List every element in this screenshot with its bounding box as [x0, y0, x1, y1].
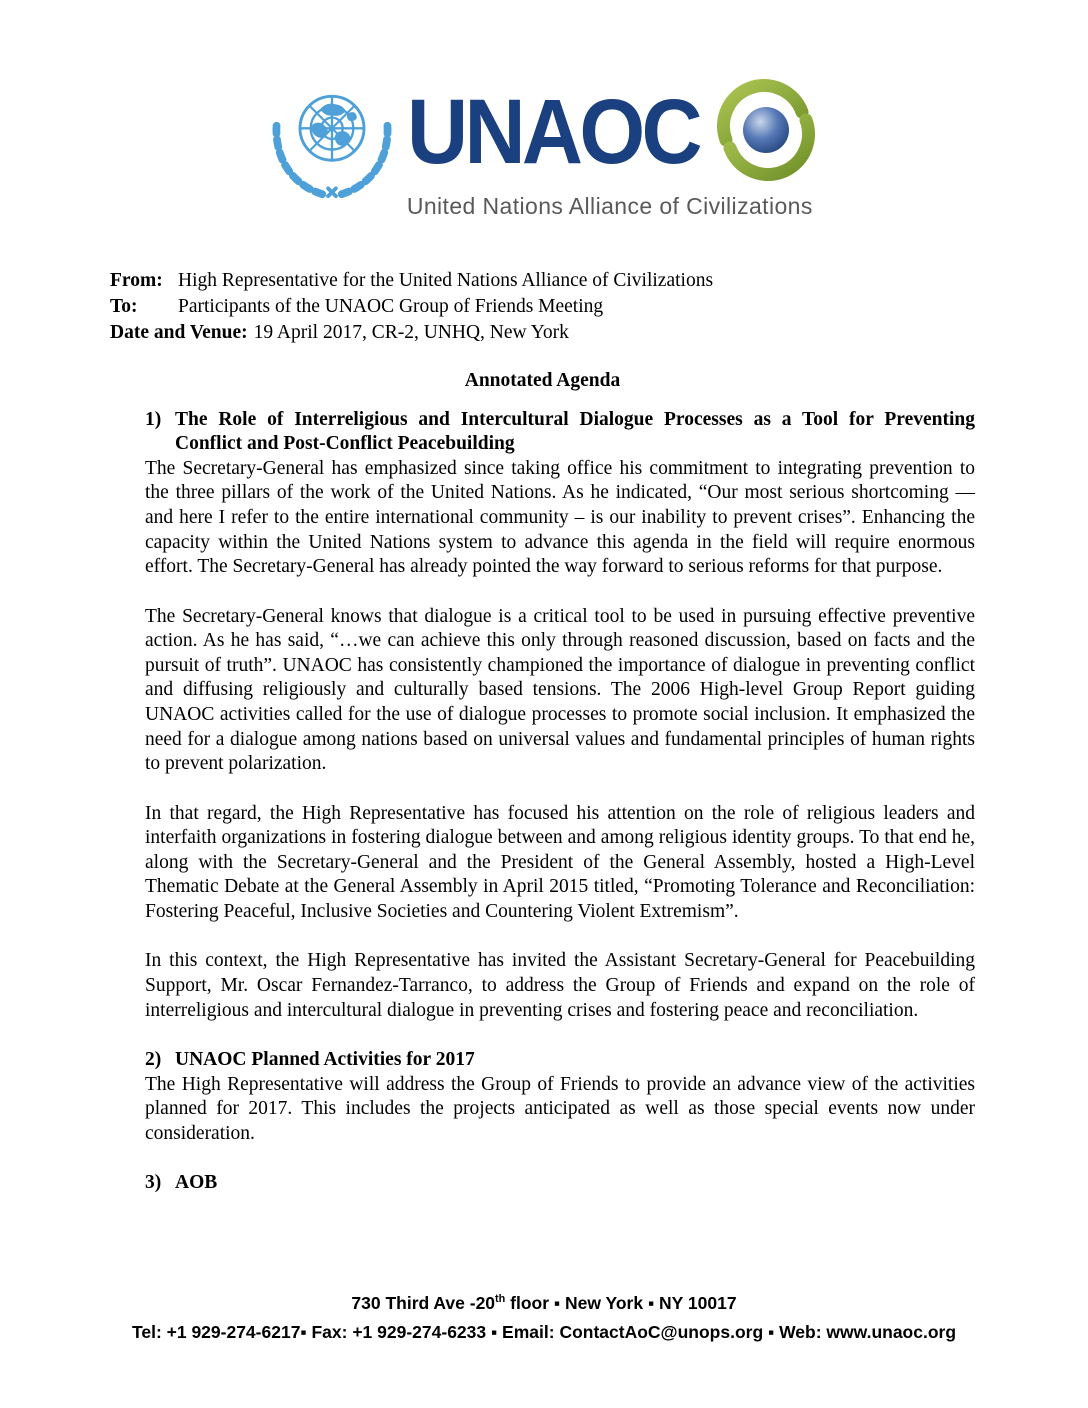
agenda-paragraph: The Secretary-General has emphasized since taking office his commitment to integrating prevention to the three pillars of the work of the United Nations. As he indicated, “Our most serious shortcoming — and here I refer to the entire international community – is our inability to prevent crises”. Enhancing the capacity within the United Nations system to advance this agenda in the field will require enormous effort. The Secretary-General has already pointed the way forward to serious reforms for that purpose.	[145, 457, 975, 578]
agenda-section-1	[145, 408, 975, 1023]
document-footer	[0, 1289, 1088, 1349]
section-2-number: 2)	[145, 1049, 162, 1071]
memo-from-line	[110, 268, 975, 294]
section-3-number: 3)	[145, 1172, 162, 1194]
section-2-heading	[145, 1048, 975, 1073]
un-emblem-icon	[263, 74, 401, 205]
section-2-heading-text: UNAOC Planned Activities for 2017	[175, 1049, 475, 1071]
footer-contact-line: Tel: +1 929-274-6217▪ Fax: +1 929-274-6233 ▪ Email: ContactAoC@unops.org ▪ Web: www.unaoc.org	[131, 1322, 957, 1343]
footer-address-line: 730 Third Ave -20th floor ▪ New York ▪ NY 10017	[351, 1292, 737, 1313]
agenda-section-3	[145, 1171, 975, 1196]
section-3-heading	[145, 1171, 975, 1196]
from-label: From:	[110, 270, 163, 291]
venue-label: Date and Venue:	[110, 321, 248, 343]
unaoc-logo	[110, 74, 975, 220]
from-value: High Representative for the United Nations Alliance of Civilizations	[178, 270, 714, 291]
unaoc-swirl-icon	[710, 74, 822, 191]
memo-venue-line	[110, 320, 975, 346]
unaoc-wordmark: UNAOC	[406, 81, 699, 183]
section-3-heading-text: AOB	[175, 1172, 218, 1194]
logo-text-block	[407, 74, 822, 220]
agenda-paragraph: The Secretary-General knows that dialogue is a critical tool to be used in pursuing effective preventive action. As he has said, “…we can achieve this only through reasoned discussion, based on facts and the pursuit of truth”. UNAOC has consistently championed the importance of dialogue in preventing conflict and diffusing religiously and culturally based tensions. The 2006 High-level Group Report guiding UNAOC activities called for the use of dialogue processes to promote social inclusion. It emphasized the need for a dialogue among nations based on universal values and fundamental principles of human rights to prevent polarization.	[145, 605, 975, 775]
footer-ordinal-sup: th	[495, 1292, 506, 1305]
agenda-section-2	[145, 1048, 975, 1146]
agenda-paragraph: In that regard, the High Representative has focused his attention on the role of religious leaders and interfaith organizations in fostering dialogue between and among religious identity groups. To that end he, along with the Secretary-General and the President of the General Assembly, hosted a High-Level Thematic Debate at the General Assembly in April 2015 titled, “Promoting Tolerance and Reconciliation: Fostering Peaceful, Inclusive Societies and Countering Violent Extremism”.	[145, 802, 975, 922]
agenda-paragraph: The High Representative will address the Group of Friends to provide an advance view of the activities planned for 2017. This includes the projects anticipated as well as those special events now under consideration.	[145, 1073, 975, 1144]
to-value: Participants of the UNAOC Group of Friends Meeting	[178, 295, 604, 317]
memo-header	[110, 268, 975, 346]
logo-subtitle: United Nations Alliance of Civilizations	[406, 193, 813, 219]
to-label: To:	[110, 295, 138, 317]
section-1-heading-text: The Role of Interreligious and Intercultural Dialogue Processes as a Tool for Preventing Conflict and Post-Conflict Peacebuilding	[175, 408, 975, 455]
section-1-heading	[145, 408, 975, 457]
memo-to-line	[110, 294, 975, 320]
venue-value: 19 April 2017, CR-2, UNHQ, New York	[253, 321, 569, 343]
page-title: Annotated Agenda	[464, 369, 621, 391]
section-1-number: 1)	[145, 408, 162, 430]
agenda-paragraph: In this context, the High Representative has invited the Assistant Secretary-General for Peacebuilding Support, Mr. Oscar Fernandez-Tarranco, to address the Group of Friends and expand on the role of interreligious and intercultural dialogue in preventing crises and fostering peace and reconciliation.	[145, 950, 975, 1021]
